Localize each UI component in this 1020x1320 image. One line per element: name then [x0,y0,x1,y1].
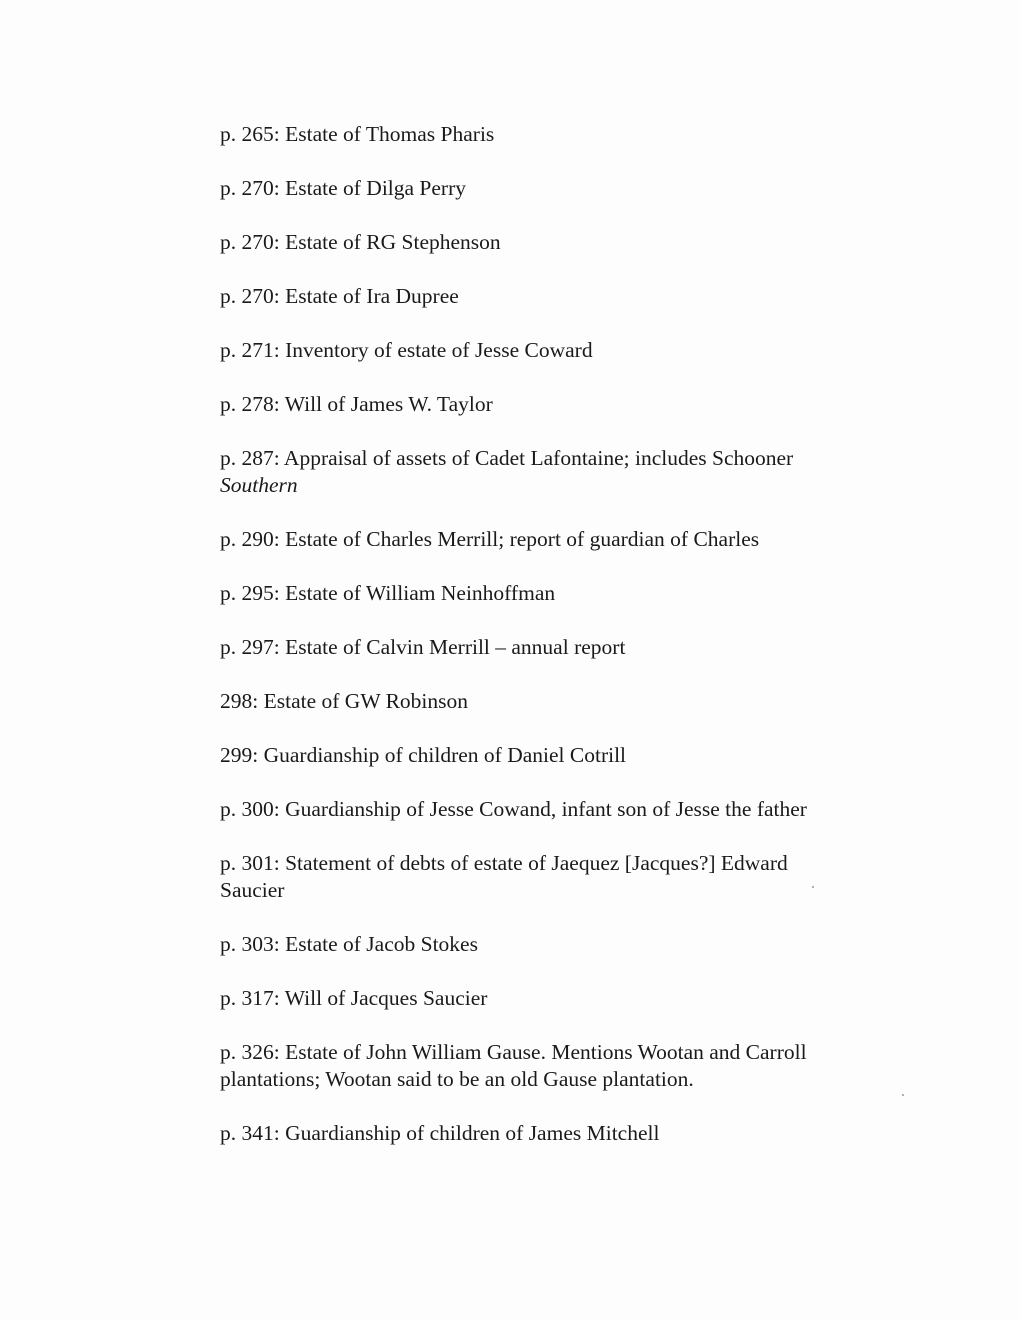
list-item: p. 270: Estate of RG Stephenson [220,230,501,254]
list-item: p. 270: Estate of Dilga Perry [220,176,467,200]
list-item: p. 297: Estate of Calvin Merrill – annual report [220,635,626,659]
scan-speck [902,1094,904,1096]
scan-speck [812,886,814,888]
list-item: p. 317: Will of Jacques Saucier [220,986,488,1010]
list-item: p. 270: Estate of Ira Dupree [220,284,459,308]
list-item: p. 301: Statement of debts of estate of Jaequez [Jacques?] Edward Saucier [220,851,788,902]
list-item: 298: Estate of GW Robinson [220,689,469,713]
list-item: p. 287: Appraisal of assets of Cadet Lafontaine; includes Schooner Southern [220,446,794,497]
entry-list [220,121,940,1174]
list-item: p. 326: Estate of John William Gause. Mentions Wootan and Carroll plantations; Wootan said to be an old Gause plantation. [220,1040,807,1091]
list-item: p. 300: Guardianship of Jesse Cowand, infant son of Jesse the father [220,797,807,821]
list-item: p. 278: Will of James W. Taylor [220,392,493,416]
list-item: p. 341: Guardianship of children of James Mitchell [220,1121,660,1145]
list-item: p. 303: Estate of Jacob Stokes [220,932,478,956]
list-item: p. 265: Estate of Thomas Pharis [220,122,495,146]
ship-name: Southern [220,473,298,497]
list-item: 299: Guardianship of children of Daniel Cotrill [220,743,627,767]
list-item: p. 290: Estate of Charles Merrill; report of guardian of Charles [220,527,760,551]
list-item: p. 295: Estate of William Neinhoffman [220,581,556,605]
list-item: p. 271: Inventory of estate of Jesse Coward [220,338,593,362]
